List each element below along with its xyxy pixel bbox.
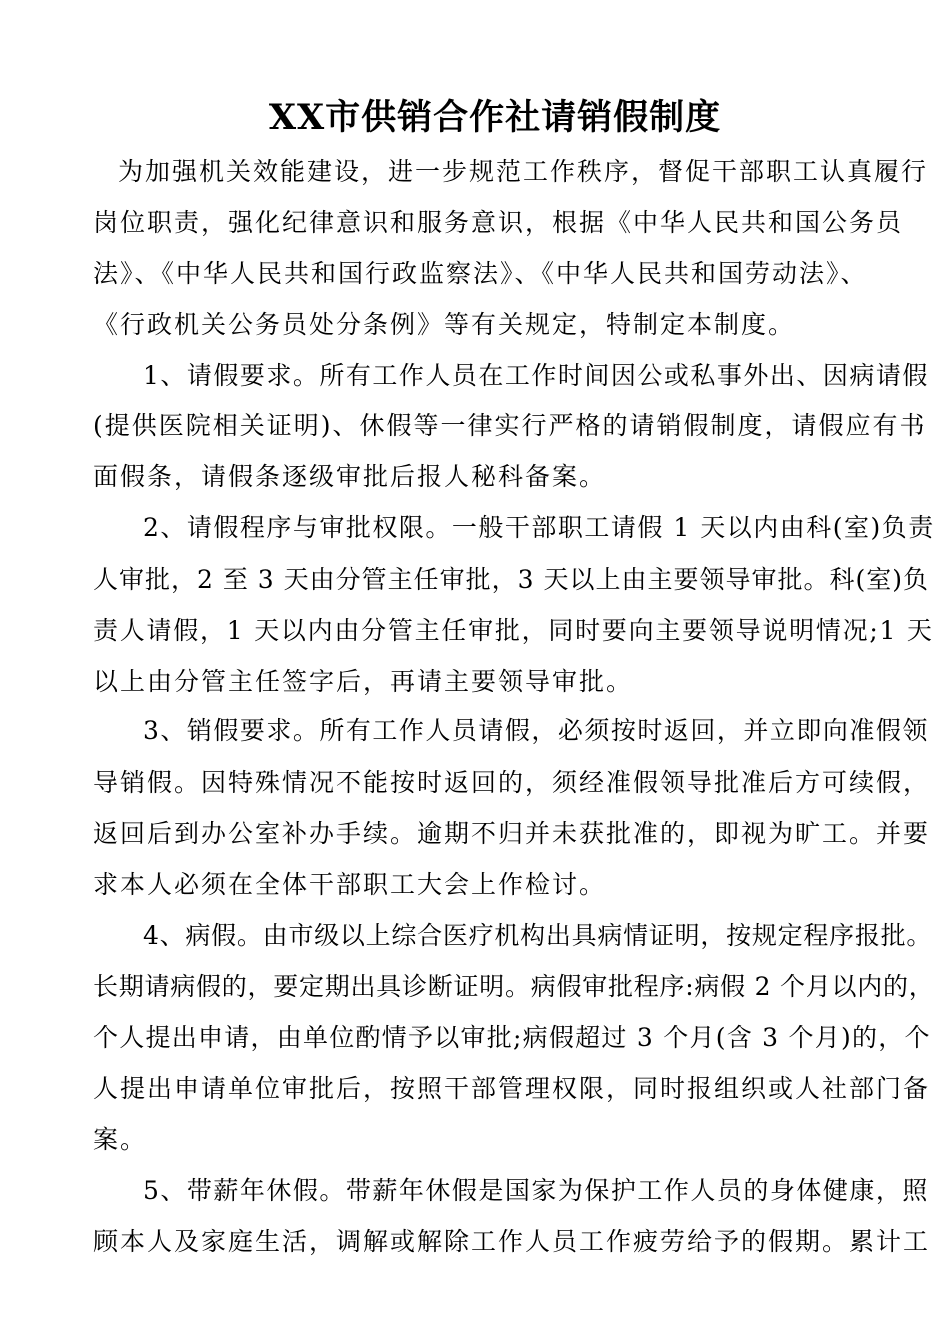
text-line: 面假条，请假条逐级审批后报人秘科备案。 (93, 462, 607, 491)
text-line: 以上由分管主任签字后，再请主要领导审批。 (93, 667, 634, 696)
document-title: XX市供销合作社请销假制度 (268, 97, 722, 138)
text-line: 顾本人及家庭生活，调解或解除工作人员工作疲劳给予的假期。累计工 (93, 1227, 931, 1256)
text-line: 责人请假，1 天以内由分管主任审批，同时要向主要领导说明情况;1 天 (93, 616, 934, 645)
text-line: 长期请病假的，要定期出具诊断证明。病假审批程序:病假 2 个月以内的， (93, 972, 935, 1001)
text-line: 4、病假。由市级以上综合医疗机构出具病情证明，按规定程序报批。 (143, 921, 933, 950)
text-line: 求本人必须在全体干部职工大会上作检讨。 (93, 870, 607, 899)
text-line: 个人提出申请，由单位酌情予以审批;病假超过 3 个月(含 3 个月)的，个 (93, 1023, 931, 1052)
text-line: 5、带薪年休假。带薪年休假是国家为保护工作人员的身体健康，照 (143, 1176, 929, 1205)
text-line: 人审批，2 至 3 天由分管主任审批，3 天以上由主要领导审批。科(室)负 (93, 565, 930, 594)
text-line: 1、请假要求。所有工作人员在工作时间因公或私事外出、因病请假 (143, 361, 929, 390)
text-line: 2、请假程序与审批权限。一般干部职工请假 1 天以内由科(室)负责 (143, 513, 935, 542)
text-line: (提供医院相关证明)、休假等一律实行严格的请销假制度，请假应有书 (93, 411, 927, 440)
text-line: 案。 (93, 1125, 148, 1154)
text-line: 返回后到办公室补办手续。逾期不归并未获批准的，即视为旷工。并要 (93, 819, 931, 848)
text-line: 岗位职责，强化纪律意识和服务意识，根据《中华人民共和国公务员 (93, 208, 904, 237)
text-line: 3、销假要求。所有工作人员请假，必须按时返回，并立即向准假领 (143, 716, 929, 745)
text-line: 法》、《中华人民共和国行政监察法》、《中华人民共和国劳动法》、 (93, 259, 868, 288)
text-line: 《行政机关公务员处分条例》等有关规定，特制定本制度。 (93, 310, 796, 339)
text-line: 导销假。因特殊情况不能按时返回的，须经准假领导批准后方可续假， (93, 768, 931, 797)
text-line: 人提出申请单位审批后，按照干部管理权限，同时报组织或人社部门备 (93, 1074, 931, 1103)
text-line: 为加强机关效能建设，进一步规范工作秩序，督促干部职工认真履行 (118, 157, 929, 186)
